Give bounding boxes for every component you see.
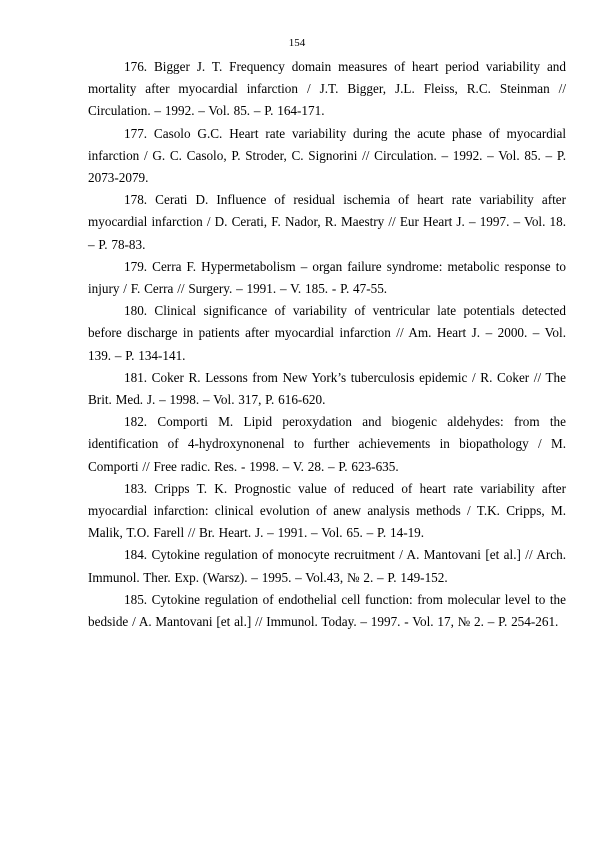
reference-item-184: 184. Cytokine regulation of monocyte recruitment / A. Mantovani [et al.] // Arch. Immunol. Ther. Exp. (Warsz). – 1995. – Vol.43, № 2. – P. 149-152.: [88, 547, 566, 585]
reference-item-183: 183. Cripps T. K. Prognostic value of reduced of heart rate variability after myocardial infarction: clinical evolution of anew analysis methods / T.K. Cripps, M. Malik, T.O. Farell // Br. Heart. J. – 1991. – Vol. 65. – P. 14-19.: [88, 480, 566, 541]
reference-item-180: 180. Clinical significance of variability of ventricular late potentials detected before discharge in patients after myocardial infarction // Am. Heart J. – 2000. – Vol. 139. – P. 134-141.: [88, 303, 566, 363]
reference-item-178: 178. Cerati D. Influence of residual ischemia of heart rate variability after myocardial infarction / D. Cerati, F. Nador, R. Maestry // Eur Heart J. – 1997. – Vol. 18. – P. 78-83.: [88, 192, 566, 252]
reference-item-181: 181. Coker R. Lessons from New York’s tuberculosis epidemic / R. Coker // The Brit. Med. J. – 1998. – Vol. 317, P. 616-620.: [88, 369, 566, 408]
reference-item-177: 177. Casolo G.C. Heart rate variability during the acute phase of myocardial infarction / G. C. Casolo, P. Stroder, C. Signorini // Circulation. – 1992. – Vol. 85. – P. 2073-2079.: [88, 125, 566, 186]
reference-item-179: 179. Cerra F. Hypermetabolism – organ failure syndrome: metabolic response to injury / F. Cerra // Surgery. – 1991. – V. 185. - P. 47-55.: [88, 258, 566, 297]
reference-item-182: 182. Comporti M. Lipid peroxydation and biogenic aldehydes: from the identification of 4-hydroxynonenal to further achievements in biopathology / M. Comporti // Free radic. Res. - 1998. – V. 28. – P. 623-635.: [88, 414, 566, 474]
reference-list: [88, 56, 566, 633]
reference-item-185: 185. Cytokine regulation of endothelial cell function: from molecular level to the bedside / A. Mantovani [et al.] // Immunol. Today. – 1997. - Vol. 17, № 2. – P. 254-261.: [88, 591, 566, 630]
page-number: 154: [288, 37, 306, 49]
reference-item-176: 176. Bigger J. T. Frequency domain measures of heart period variability and mortality after myocardial infarction / J.T. Bigger, J.L. Fleiss, R.C. Steinman // Circulation. – 1992. – Vol. 85. – P. 164-171.: [88, 59, 566, 119]
